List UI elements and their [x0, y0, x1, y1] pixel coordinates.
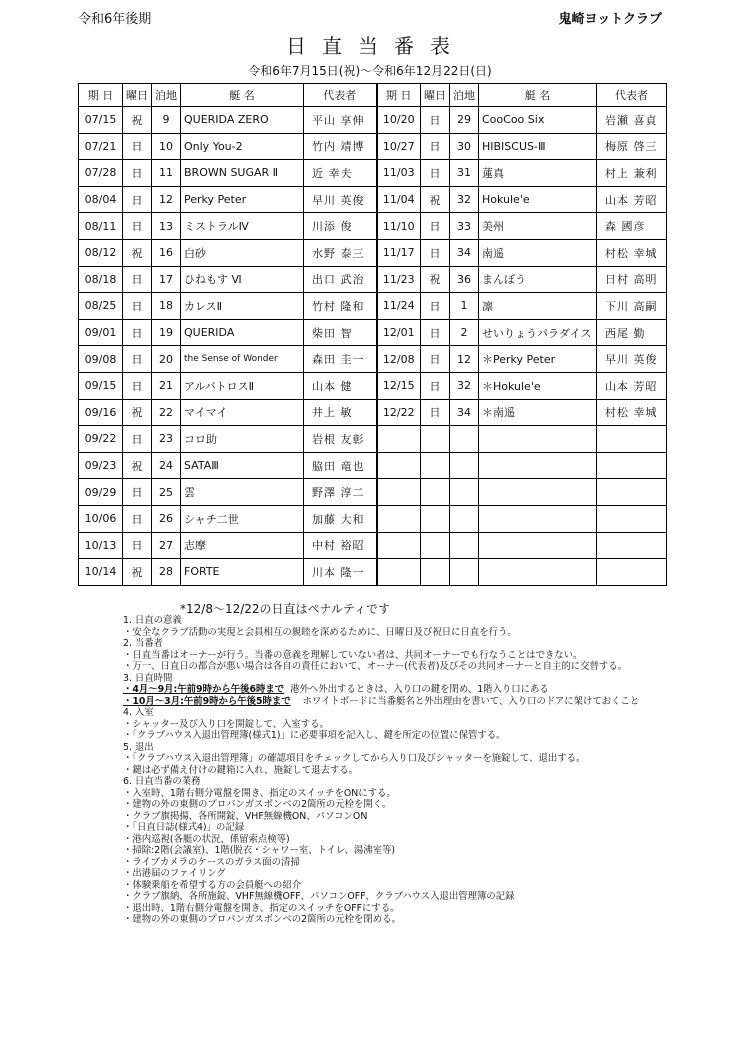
date-cell: 12/08: [377, 346, 421, 373]
boat-name-cell: [479, 452, 597, 479]
weekday-cell: [421, 479, 450, 506]
date-cell: [377, 559, 421, 586]
weekday-cell: 日: [123, 346, 152, 373]
table-row: [79, 399, 667, 426]
schedule-period: 令和6年7月15日(祝)〜令和6年12月22日(日): [248, 64, 492, 78]
boat-name-cell: CooCoo Six: [479, 107, 597, 134]
representative-cell: [597, 559, 667, 586]
weekday-cell: 祝: [123, 239, 152, 266]
time-rule-period: ・10月〜3月:午前9時から午後5時まで: [123, 695, 291, 707]
weekday-cell: 日: [123, 133, 152, 160]
table-row: [79, 346, 667, 373]
berth-cell: 12: [152, 186, 181, 213]
weekday-cell: [421, 452, 450, 479]
table-row: [79, 293, 667, 320]
representative-cell: 森田 圭一: [304, 346, 377, 373]
table-row: [79, 452, 667, 479]
rule-line: ・万一、日直日の都合が悪い場合は各自の責任において、オーナー(代表者)及びその共同オーナーと自主的に交替する。: [123, 661, 628, 672]
rule-line: ・クラブ旗掲揚、各所開錠、VHF無線機ON、パソコンON: [123, 810, 368, 822]
header-boat: 艇 名: [181, 84, 304, 107]
weekday-cell: 日: [123, 293, 152, 320]
boat-name-cell: ミストラルⅣ: [181, 213, 304, 240]
date-cell: 07/21: [79, 133, 123, 160]
representative-cell: 山本 芳昭: [597, 186, 667, 213]
date-cell: 12/15: [377, 372, 421, 399]
date-cell: 10/06: [79, 505, 123, 532]
rule-line: ・シャッター及び入り口を開錠して、入室する。: [123, 718, 329, 730]
representative-cell: 中村 裕昭: [304, 532, 377, 559]
weekday-cell: [421, 426, 450, 453]
berth-cell: [450, 452, 479, 479]
time-rule-period: ・4月〜9月:午前9時から午後6時まで: [123, 684, 285, 695]
weekday-cell: 日: [421, 399, 450, 426]
representative-cell: 村松 幸城: [597, 399, 667, 426]
representative-cell: 早川 英俊: [597, 346, 667, 373]
berth-cell: 1: [450, 293, 479, 320]
boat-name-cell: [479, 505, 597, 532]
berth-cell: [450, 426, 479, 453]
berth-cell: 2: [450, 319, 479, 346]
rule-line: ・ライブカメラのケースのガラス面の清掃: [123, 856, 300, 868]
boat-name-cell: まんぼう: [479, 266, 597, 293]
weekday-cell: 日: [421, 213, 450, 240]
table-row: [79, 505, 667, 532]
date-cell: 09/29: [79, 479, 123, 506]
table-row: [79, 266, 667, 293]
date-cell: 12/22: [377, 399, 421, 426]
berth-cell: [450, 505, 479, 532]
berth-cell: 33: [450, 213, 479, 240]
date-cell: 07/15: [79, 107, 123, 134]
representative-cell: [597, 426, 667, 453]
date-cell: 09/01: [79, 319, 123, 346]
rule-line: ・退出時、1階右側分電盤を開き、指定のスイッチをOFFにする。: [123, 902, 400, 914]
rule-line: ・鍵は必ず備え付けの鍵箱に入れ、施錠して退去する。: [123, 764, 358, 776]
rule-line: 6. 日直当番の業務: [123, 776, 201, 787]
berth-cell: 22: [152, 399, 181, 426]
boat-name-cell: Only You-2: [181, 133, 304, 160]
time-rule-text: 港外へ外出するときは、入り口の鍵を閉め、1階入り口にある: [290, 684, 549, 695]
berth-cell: 12: [450, 346, 479, 373]
boat-name-cell: [479, 559, 597, 586]
rule-line: ・「日直日誌(様式4)」の記録: [123, 822, 245, 833]
header-rep: 代表者: [597, 84, 667, 107]
rule-line: 5. 退出: [123, 741, 154, 753]
representative-cell: [597, 532, 667, 559]
berth-cell: 25: [152, 479, 181, 506]
boat-name-cell: ひねもす Ⅵ: [181, 266, 304, 293]
weekday-cell: 日: [123, 479, 152, 506]
date-cell: 11/04: [377, 186, 421, 213]
date-cell: 08/04: [79, 186, 123, 213]
representative-cell: 井上 敏: [304, 399, 377, 426]
boat-name-cell: Perky Peter: [181, 186, 304, 213]
weekday-cell: 日: [421, 372, 450, 399]
date-cell: 10/14: [79, 559, 123, 586]
header-day: 曜日: [123, 84, 152, 107]
weekday-cell: 日: [123, 372, 152, 399]
date-cell: 09/16: [79, 399, 123, 426]
date-cell: 09/08: [79, 346, 123, 373]
representative-cell: 森 國彦: [597, 213, 667, 240]
representative-cell: 日村 高明: [597, 266, 667, 293]
weekday-cell: 日: [421, 107, 450, 134]
boat-name-cell: 蓮真: [479, 160, 597, 187]
table-row: [79, 239, 667, 266]
weekday-cell: 日: [421, 160, 450, 187]
weekday-cell: 祝: [421, 186, 450, 213]
date-cell: 08/11: [79, 213, 123, 240]
weekday-cell: [421, 532, 450, 559]
table-body: [79, 107, 667, 586]
table-row: [79, 372, 667, 399]
boat-name-cell: カレスⅡ: [181, 293, 304, 320]
boat-name-cell: ＊南遥: [479, 399, 597, 426]
weekday-cell: 日: [123, 213, 152, 240]
rule-line: ・「クラブハウス入退出管理簿(様式1)」に必要事項を記入し、鍵を所定の位置に保管する。: [123, 730, 506, 741]
representative-cell: 梅原 啓三: [597, 133, 667, 160]
berth-cell: [450, 479, 479, 506]
boat-name-cell: ＊Perky Peter: [479, 346, 597, 373]
representative-cell: 野澤 淳二: [304, 479, 377, 506]
berth-cell: 10: [152, 133, 181, 160]
duty-schedule-table: [78, 83, 667, 586]
representative-cell: 平山 享伸: [304, 107, 377, 134]
boat-name-cell: [479, 479, 597, 506]
representative-cell: 山本 芳昭: [597, 372, 667, 399]
boat-name-cell: 志摩: [181, 532, 304, 559]
representative-cell: [597, 479, 667, 506]
berth-cell: 17: [152, 266, 181, 293]
date-cell: 09/22: [79, 426, 123, 453]
table-row: [79, 186, 667, 213]
berth-cell: 34: [450, 239, 479, 266]
table-row: [79, 107, 667, 134]
table-row: [79, 133, 667, 160]
weekday-cell: 祝: [123, 452, 152, 479]
boat-name-cell: 南遥: [479, 239, 597, 266]
berth-cell: 34: [450, 399, 479, 426]
berth-cell: 11: [152, 160, 181, 187]
date-cell: [377, 426, 421, 453]
rule-line: 4. 入室: [123, 707, 154, 718]
representative-cell: 近 幸夫: [304, 160, 377, 187]
rule-line: 1. 日直の意義: [123, 615, 182, 626]
duty-rules: [123, 615, 643, 926]
penalty-note: *12/8〜12/22の日直はペナルティです: [180, 602, 390, 616]
date-cell: [377, 505, 421, 532]
header-berth: 泊地: [152, 84, 181, 107]
rule-line: ・「クラブハウス入退出管理簿」の確認項目をチェックしてから入り口及びシャッターを施錠して、退出する。: [123, 753, 586, 764]
boat-name-cell: Hokule'e: [479, 186, 597, 213]
rule-line: ・建物の外の東側のプロパンガスボンベの2箇所の元栓を開く。: [123, 799, 392, 810]
weekday-cell: 日: [123, 319, 152, 346]
rule-line: 3. 日直時間: [123, 672, 173, 684]
rule-line: ・掃除:2階(会議室)、1階(脱衣・シャワー室、トイレ、湯沸室等): [123, 845, 396, 856]
boat-name-cell: FORTE: [181, 559, 304, 586]
boat-name-cell: BROWN SUGAR Ⅱ: [181, 160, 304, 187]
header-date: 期 日: [79, 84, 123, 107]
representative-cell: [597, 452, 667, 479]
date-cell: 08/18: [79, 266, 123, 293]
date-cell: 11/03: [377, 160, 421, 187]
berth-cell: 18: [152, 293, 181, 320]
representative-cell: 西尾 勤: [597, 319, 667, 346]
club-name: 鬼崎ヨットクラブ: [558, 12, 662, 27]
table-row: [79, 319, 667, 346]
berth-cell: 31: [450, 160, 479, 187]
rule-line: ・入室時、1階右側分電盤を開き、指定のスイッチをONにする。: [123, 787, 396, 799]
rule-line: ・体験乗船を希望する方の会員艇への紹介: [123, 879, 302, 891]
date-cell: [377, 452, 421, 479]
boat-name-cell: せいりょうパラダイス: [479, 319, 597, 346]
representative-cell: 村松 幸城: [597, 239, 667, 266]
berth-cell: 13: [152, 213, 181, 240]
berth-cell: [450, 559, 479, 586]
berth-cell: 32: [450, 186, 479, 213]
berth-cell: 28: [152, 559, 181, 586]
table-row: [79, 559, 667, 586]
representative-cell: 竹内 靖博: [304, 133, 377, 160]
berth-cell: 27: [152, 532, 181, 559]
rule-line: ・安全なクラブ活動の実現と会員相互の親睦を深めるために、日曜日及び祝日に日直を行う。: [123, 626, 517, 638]
table-row: [79, 160, 667, 187]
weekday-cell: 日: [123, 186, 152, 213]
representative-cell: 村上 兼利: [597, 160, 667, 187]
term-label: 令和6年後期: [78, 12, 152, 27]
date-cell: 08/25: [79, 293, 123, 320]
representative-cell: 脇田 竜也: [304, 452, 377, 479]
representative-cell: 早川 英俊: [304, 186, 377, 213]
weekday-cell: 祝: [421, 266, 450, 293]
rule-line: ・日直当番はオーナーが行う。当番の意義を理解していない者は、共同オーナーでも行なうことはできない。: [123, 649, 583, 661]
boat-name-cell: コロ助: [181, 426, 304, 453]
date-cell: 07/28: [79, 160, 123, 187]
representative-cell: 岩根 友彰: [304, 426, 377, 453]
table-row: [79, 532, 667, 559]
berth-cell: 36: [450, 266, 479, 293]
representative-cell: 川添 俊: [304, 213, 377, 240]
berth-cell: 21: [152, 372, 181, 399]
berth-cell: 30: [450, 133, 479, 160]
boat-name-cell: マイマイ: [181, 399, 304, 426]
boat-name-cell: [479, 426, 597, 453]
time-rule: [123, 684, 643, 696]
date-cell: 11/17: [377, 239, 421, 266]
boat-name-cell: QUERIDA: [181, 319, 304, 346]
date-cell: 09/15: [79, 372, 123, 399]
berth-cell: 26: [152, 505, 181, 532]
table-row: [79, 426, 667, 453]
representative-cell: 加藤 大和: [304, 505, 377, 532]
representative-cell: 出口 武治: [304, 266, 377, 293]
header-rep: 代表者: [304, 84, 377, 107]
date-cell: 08/12: [79, 239, 123, 266]
header-boat: 艇 名: [479, 84, 597, 107]
boat-name-cell: [479, 532, 597, 559]
boat-name-cell: ＊Hokule'e: [479, 372, 597, 399]
date-cell: 10/13: [79, 532, 123, 559]
representative-cell: 川本 隆一: [304, 559, 377, 586]
berth-cell: 20: [152, 346, 181, 373]
date-cell: 11/10: [377, 213, 421, 240]
weekday-cell: 日: [123, 160, 152, 187]
rule-line: ・港内巡視(各艇の状況、係留索点検等): [123, 833, 290, 845]
boat-name-cell: the Sense of Wonder: [181, 346, 304, 373]
weekday-cell: 日: [123, 426, 152, 453]
berth-cell: 23: [152, 426, 181, 453]
weekday-cell: 日: [421, 239, 450, 266]
header-day: 曜日: [421, 84, 450, 107]
date-cell: [377, 479, 421, 506]
boat-name-cell: アルバトロスⅡ: [181, 372, 304, 399]
weekday-cell: 祝: [123, 399, 152, 426]
berth-cell: 9: [152, 107, 181, 134]
boat-name-cell: 雲: [181, 479, 304, 506]
representative-cell: [597, 505, 667, 532]
table-header-row: [79, 84, 667, 107]
date-cell: 10/27: [377, 133, 421, 160]
boat-name-cell: SATAⅢ: [181, 452, 304, 479]
berth-cell: 24: [152, 452, 181, 479]
representative-cell: 柴田 智: [304, 319, 377, 346]
time-rule-text: ホワイトボードに当番艇名と外出理由を書いて、入り口のドアに架けておくこと: [302, 695, 640, 707]
date-cell: 09/23: [79, 452, 123, 479]
weekday-cell: 日: [421, 319, 450, 346]
rule-line: 2. 当番者: [123, 638, 164, 649]
rule-line: ・出港届のファイリング: [123, 868, 226, 879]
header-date: 期 日: [377, 84, 421, 107]
date-cell: 10/20: [377, 107, 421, 134]
weekday-cell: 日: [123, 266, 152, 293]
weekday-cell: 日: [123, 505, 152, 532]
date-cell: [377, 532, 421, 559]
boat-name-cell: 白砂: [181, 239, 304, 266]
boat-name-cell: 凛: [479, 293, 597, 320]
date-cell: 11/24: [377, 293, 421, 320]
rule-line: ・クラブ旗納、各所施錠、VHF無線機OFF、パソコンOFF、クラブハウス入退出管理簿の記録: [123, 891, 515, 902]
boat-name-cell: 美州: [479, 213, 597, 240]
representative-cell: 岩瀬 喜貞: [597, 107, 667, 134]
time-rule: [123, 696, 643, 708]
berth-cell: 29: [450, 107, 479, 134]
boat-name-cell: シャチ二世: [181, 505, 304, 532]
table-row: [79, 213, 667, 240]
berth-cell: 32: [450, 372, 479, 399]
representative-cell: 山本 健: [304, 372, 377, 399]
page-title: 日直当番表: [286, 34, 466, 58]
weekday-cell: 日: [421, 346, 450, 373]
header-berth: 泊地: [450, 84, 479, 107]
date-cell: 12/01: [377, 319, 421, 346]
berth-cell: [450, 532, 479, 559]
representative-cell: 水野 泰三: [304, 239, 377, 266]
weekday-cell: [421, 505, 450, 532]
boat-name-cell: QUERIDA ZERO: [181, 107, 304, 134]
weekday-cell: 祝: [123, 107, 152, 134]
weekday-cell: [421, 559, 450, 586]
representative-cell: 竹村 隆和: [304, 293, 377, 320]
boat-name-cell: HIBISCUS-Ⅲ: [479, 133, 597, 160]
weekday-cell: 日: [421, 293, 450, 320]
rule-line: ・建物の外の東側のプロパンガスボンベの2箇所の元栓を閉める。: [123, 914, 401, 925]
representative-cell: 下川 高嗣: [597, 293, 667, 320]
weekday-cell: 日: [123, 532, 152, 559]
table-row: [79, 479, 667, 506]
berth-cell: 19: [152, 319, 181, 346]
berth-cell: 16: [152, 239, 181, 266]
weekday-cell: 日: [421, 133, 450, 160]
date-cell: 11/23: [377, 266, 421, 293]
weekday-cell: 祝: [123, 559, 152, 586]
